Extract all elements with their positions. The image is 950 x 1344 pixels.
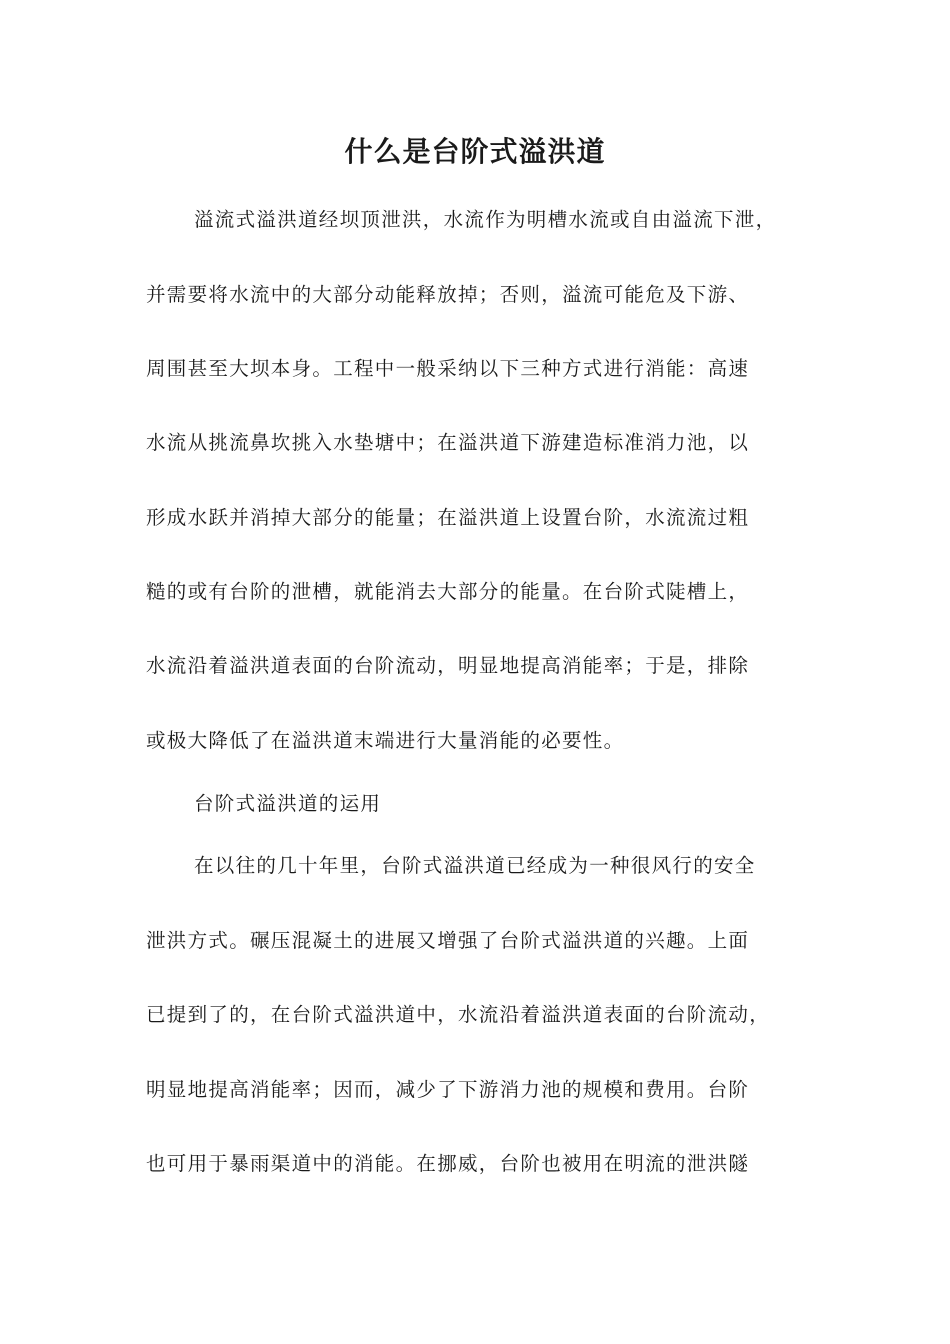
document-title: 什么是台阶式溢洪道 xyxy=(344,135,606,168)
paragraph-1-line-5: 形成水跃并消掉大部分的能量；在溢洪道上设置台阶，水流流过粗 xyxy=(146,506,750,529)
paragraph-1-line-2: 并需要将水流中的大部分动能释放掉；否则，溢流可能危及下游、 xyxy=(146,283,750,306)
paragraph-1-line-3: 周围甚至大坝本身。工程中一般采纳以下三种方式进行消能：高速 xyxy=(146,357,750,380)
paragraph-2-line-2: 泄洪方式。碾压混凝土的进展又增强了台阶式溢洪道的兴趣。上面 xyxy=(146,929,750,952)
paragraph-2-line-1: 在以往的几十年里，台阶式溢洪道已经成为一种很风行的安全 xyxy=(194,854,756,877)
paragraph-1-line-4: 水流从挑流鼻坎挑入水垫塘中；在溢洪道下游建造标准消力池，以 xyxy=(146,431,750,454)
paragraph-1-line-8: 或极大降低了在溢洪道末端进行大量消能的必要性。 xyxy=(146,729,625,752)
paragraph-2-line-5: 也可用于暴雨渠道中的消能。在挪威，台阶也被用在明流的泄洪隧 xyxy=(146,1152,750,1175)
paragraph-2-line-4: 明显地提高消能率；因而，减少了下游消力池的规模和费用。台阶 xyxy=(146,1078,750,1101)
paragraph-1-line-6: 糙的或有台阶的泄槽，就能消去大部分的能量。在台阶式陡槽上， xyxy=(146,580,750,603)
paragraph-2-line-3: 已提到了的，在台阶式溢洪道中，水流沿着溢洪道表面的台阶流动， xyxy=(146,1003,771,1026)
paragraph-1-line-1: 溢流式溢洪道经坝顶泄洪，水流作为明槽水流或自由溢流下泄， xyxy=(194,208,777,231)
paragraph-1-line-7: 水流沿着溢洪道表面的台阶流动，明显地提高消能率；于是，排除 xyxy=(146,654,750,677)
section-heading: 台阶式溢洪道的运用 xyxy=(194,792,382,815)
